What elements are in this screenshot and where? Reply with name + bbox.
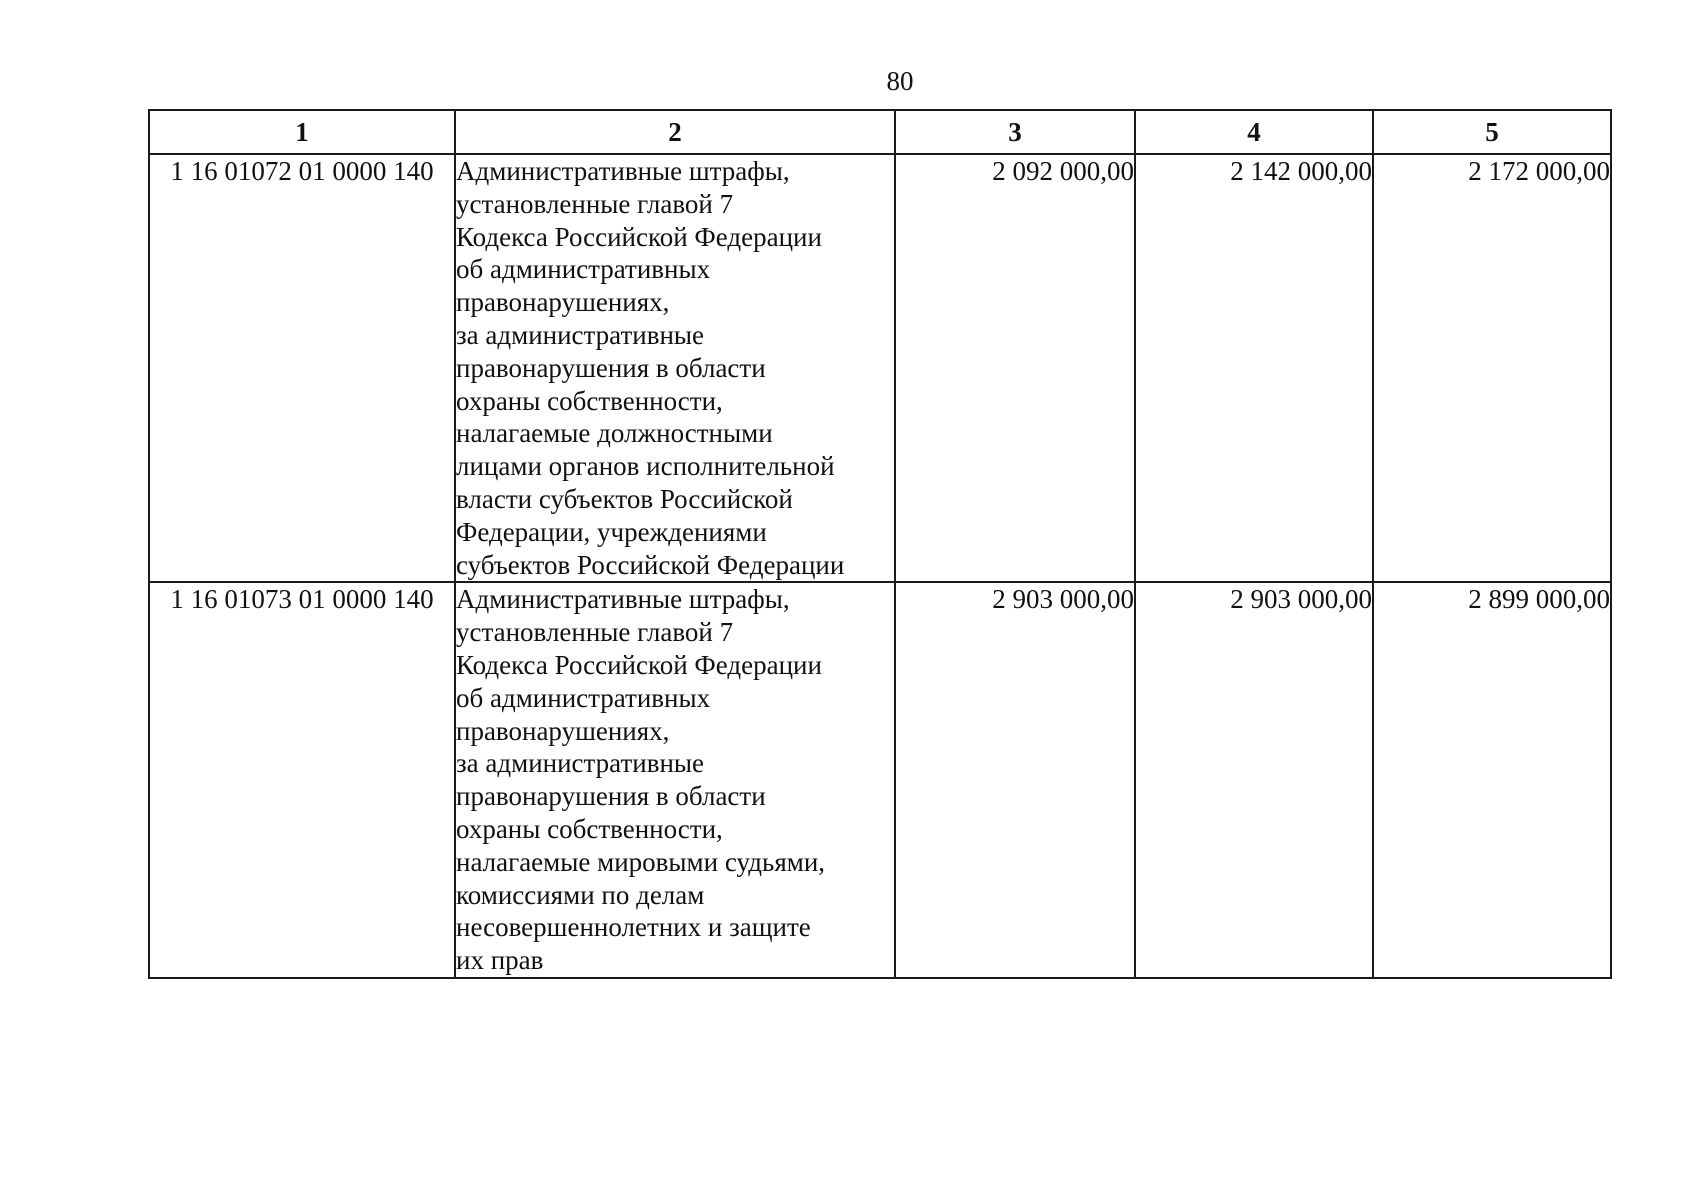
amount-col5-cell: 2 172 000,00 — [1373, 154, 1611, 582]
name-line: несовершеннолетних и защите — [456, 912, 811, 943]
amount-col3-cell: 2 903 000,00 — [895, 582, 1135, 978]
name-line: налагаемые должностными — [456, 418, 773, 449]
header-cell-4: 4 — [1135, 110, 1373, 154]
header-cell-2: 2 — [455, 110, 895, 154]
name-line: правонарушения в области — [456, 352, 766, 383]
table-row — [149, 154, 1611, 582]
name-line: власти субъектов Российской — [456, 483, 793, 514]
revenue-name-cell — [455, 154, 895, 582]
amount-col4-cell: 2 903 000,00 — [1135, 582, 1373, 978]
revenue-name-cell — [455, 582, 895, 978]
name-line: Административные штрафы, — [456, 156, 790, 186]
header-cell-3: 3 — [895, 110, 1135, 154]
name-line: правонарушения в области — [456, 781, 766, 812]
name-line: охраны собственности, — [456, 813, 723, 844]
name-line: налагаемые мировыми судьями, — [456, 846, 826, 877]
header-cell-5: 5 — [1373, 110, 1611, 154]
name-line: за административные — [456, 319, 705, 350]
name-line: установленные главой 7 — [456, 617, 734, 648]
name-line: об административных — [456, 254, 711, 285]
revenue-code-cell: 1 16 01072 01 0000 140 — [149, 154, 455, 582]
name-line: Кодекса Российской Федерации — [456, 649, 822, 680]
table-row — [149, 582, 1611, 978]
header-cell-1: 1 — [149, 110, 455, 154]
page-number: 80 — [886, 66, 914, 96]
name-line: Административные штрафы, — [456, 584, 790, 615]
name-line: об административных — [456, 682, 711, 713]
name-line: их прав — [456, 945, 544, 976]
name-line: Кодекса Российской Федерации — [456, 221, 822, 252]
name-line: Федерации, учреждениями — [456, 516, 767, 547]
name-line: охраны собственности, — [456, 385, 723, 416]
header-row — [149, 110, 1611, 154]
name-line: правонарушениях, — [456, 715, 670, 746]
name-line: установленные главой 7 — [456, 188, 734, 219]
amount-col4-cell: 2 142 000,00 — [1135, 154, 1373, 582]
name-line: субъектов Российской Федерации — [456, 549, 845, 580]
name-line: за административные — [456, 748, 705, 779]
revenue-code-cell: 1 16 01073 01 0000 140 — [149, 582, 455, 978]
budget-revenue-table — [148, 109, 1612, 979]
name-line: правонарушениях, — [456, 287, 670, 318]
name-line: лицами органов исполнительной — [456, 451, 835, 482]
amount-col5-cell: 2 899 000,00 — [1373, 582, 1611, 978]
amount-col3-cell: 2 092 000,00 — [895, 154, 1135, 582]
name-line: комиссиями по делам — [456, 879, 705, 910]
